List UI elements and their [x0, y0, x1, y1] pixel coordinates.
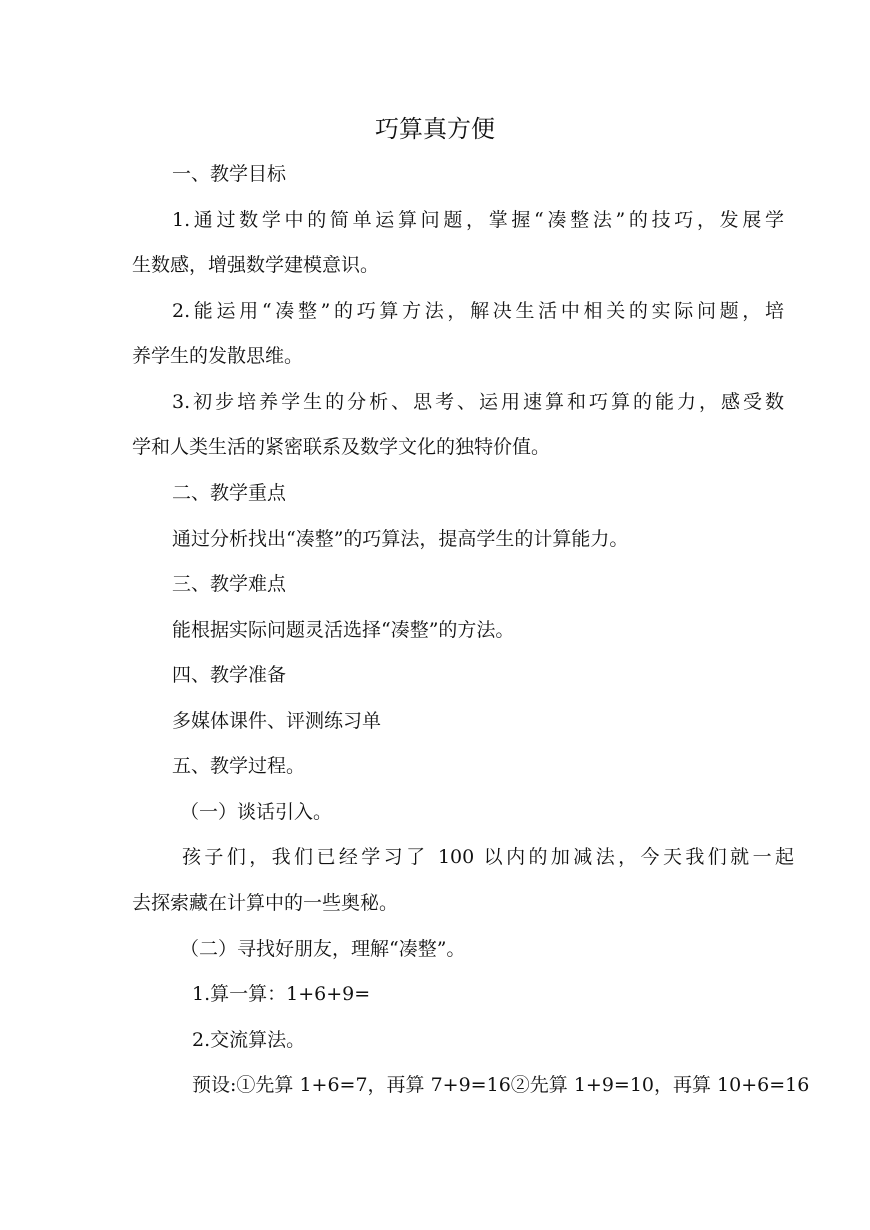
section-heading-process: 五、教学过程。 — [172, 755, 306, 777]
paragraph-line: 通过分析找出“凑整”的巧算法，提高学生的计算能力。 — [172, 528, 629, 550]
paragraph-line: 学和人类生活的紧密联系及数学文化的独特价值。 — [132, 436, 551, 458]
paragraph-line: 养学生的发散思维。 — [132, 345, 304, 367]
subsection-heading: （一）谈话引入。 — [180, 801, 333, 823]
paragraph-line: 2.能运用“凑整”的巧算方法，解决生活中相关的实际问题，培 — [172, 300, 784, 322]
paragraph-line: 多媒体课件、评测练习单 — [172, 710, 382, 732]
document-title: 巧算真方便 — [375, 115, 495, 143]
section-heading-key-points: 二、教学重点 — [172, 482, 287, 504]
section-heading-objectives: 一、教学目标 — [172, 163, 287, 185]
paragraph-line: 去探索藏在计算中的一些奥秘。 — [132, 892, 399, 914]
paragraph-line: 预设:①先算 1+6=7，再算 7+9=16②先算 1+9=10，再算 10+6=16 — [192, 1074, 810, 1096]
paragraph-line: 1.算一算：1+6+9= — [192, 983, 371, 1005]
section-heading-difficulties: 三、教学难点 — [172, 573, 287, 595]
paragraph-line: 2.交流算法。 — [192, 1029, 306, 1051]
paragraph-line: 3.初步培养学生的分析、思考、运用速算和巧算的能力，感受数 — [172, 391, 784, 413]
paragraph-line: 生数感，增强数学建模意识。 — [132, 254, 380, 276]
paragraph-line: 孩子们，我们已经学习了 100 以内的加减法，今天我们就一起 — [182, 846, 794, 868]
paragraph-line: 1.通过数学中的简单运算问题，掌握“凑整法”的技巧，发展学 — [172, 209, 784, 231]
section-heading-preparation: 四、教学准备 — [172, 664, 287, 686]
paragraph-line: 能根据实际问题灵活选择“凑整”的方法。 — [172, 619, 515, 641]
subsection-heading: （二）寻找好朋友，理解“凑整”。 — [180, 938, 466, 960]
